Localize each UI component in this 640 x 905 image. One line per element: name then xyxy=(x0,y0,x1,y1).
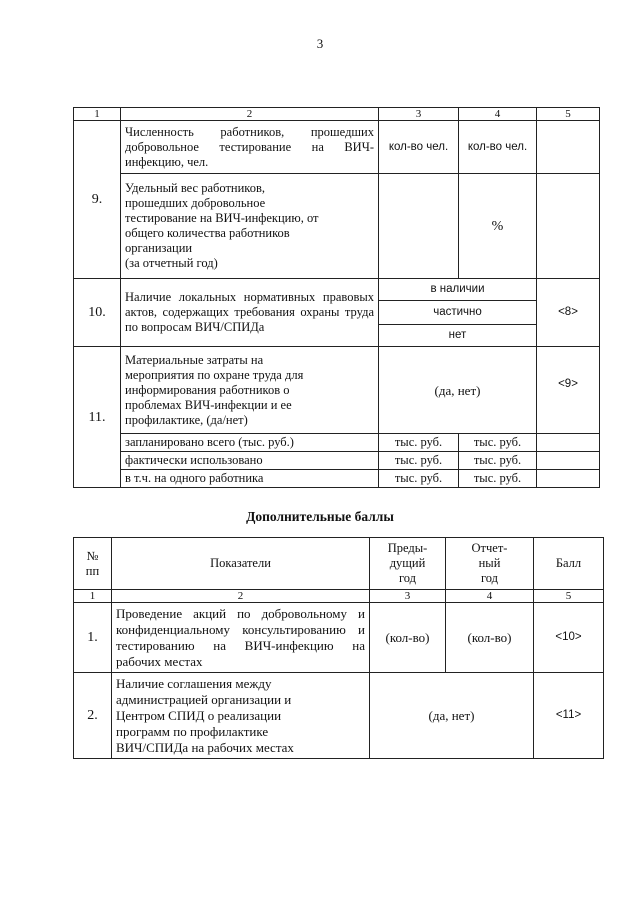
header-line: год xyxy=(480,571,499,585)
score-cell: <8> xyxy=(537,279,600,347)
label-line: Центром СПИД о реализации xyxy=(116,707,282,723)
header-line: № xyxy=(86,548,99,563)
header-line: Отчет- xyxy=(471,541,508,555)
label-line: общего количества работников xyxy=(125,226,290,240)
score-cell xyxy=(537,121,600,174)
label-line: ВИЧ/СПИДа на рабочих местах xyxy=(116,739,294,755)
unit-cell: кол-во чел. xyxy=(379,121,459,174)
table-row xyxy=(74,673,604,759)
option-cell: частично xyxy=(379,301,537,325)
score-cell: <11> xyxy=(534,673,604,759)
section-title: Дополнительные баллы xyxy=(246,509,394,524)
value-cell: (да, нет) xyxy=(370,673,534,759)
unit-cell: тыс. руб. xyxy=(379,470,459,488)
sub-label: фактически использовано xyxy=(121,452,379,470)
header-line: пп xyxy=(85,563,100,578)
header-number xyxy=(74,538,112,590)
col-number: 3 xyxy=(379,108,459,121)
table-row xyxy=(74,452,600,470)
header-score: Балл xyxy=(534,538,604,590)
label-line: Удельный вес работников, xyxy=(125,181,266,195)
table-row xyxy=(74,470,600,488)
unit-cell: тыс. руб. xyxy=(459,452,537,470)
label-line: мероприятия по охране труда для xyxy=(125,367,304,382)
indicator-label xyxy=(121,174,379,279)
table-row xyxy=(74,603,604,673)
unit-cell: тыс. руб. xyxy=(379,452,459,470)
row-number: 9. xyxy=(74,121,121,279)
table-header-row xyxy=(74,538,604,590)
table-row xyxy=(74,434,600,452)
value-cell: (да, нет) xyxy=(379,347,537,434)
label-line: Наличие соглашения между xyxy=(116,675,272,691)
value-cell: (кол-во) xyxy=(446,603,534,673)
header-report-year xyxy=(446,538,534,590)
col-number: 5 xyxy=(534,590,604,603)
label-line: прошедших добровольное xyxy=(125,196,266,210)
label-line: профилактике, (да/нет) xyxy=(125,412,248,427)
header-line: дущий xyxy=(389,556,426,570)
sub-label: запланировано всего (тыс. руб.) xyxy=(121,434,379,452)
label-line: администрацией организации и xyxy=(116,691,292,707)
indicator-label: Наличие локальных нормативных правовых актов, содержащих требования охраны труда по вопросам ВИЧ/СПИДа xyxy=(121,279,379,347)
score-cell: <9> xyxy=(537,347,600,434)
header-prev-year xyxy=(370,538,446,590)
label-line: (за отчетный год) xyxy=(125,256,218,270)
row-number: 1. xyxy=(74,603,112,673)
col-number: 1 xyxy=(74,590,112,603)
unit-cell: тыс. руб. xyxy=(459,434,537,452)
unit-cell: тыс. руб. xyxy=(379,434,459,452)
header-line: год xyxy=(398,571,417,585)
table-row xyxy=(74,121,600,174)
col-number: 4 xyxy=(459,108,537,121)
header-line: Преды- xyxy=(387,541,428,555)
percent-cell: % xyxy=(459,174,537,279)
option-cell: нет xyxy=(379,325,537,347)
criteria-table xyxy=(73,107,600,488)
table-row xyxy=(74,279,600,301)
label-line: организации xyxy=(125,241,193,255)
score-cell xyxy=(537,174,600,279)
row-number: 10. xyxy=(74,279,121,347)
table-header-row xyxy=(74,108,600,121)
col-number: 3 xyxy=(370,590,446,603)
empty-cell xyxy=(379,174,459,279)
col-number: 4 xyxy=(446,590,534,603)
table-row xyxy=(74,347,600,434)
header-line: ный xyxy=(478,556,501,570)
indicator-label xyxy=(112,673,370,759)
score-cell: <10> xyxy=(534,603,604,673)
additional-points-table xyxy=(73,537,604,759)
option-cell: в наличии xyxy=(379,279,537,301)
score-cell xyxy=(537,452,600,470)
value-cell: (кол-во) xyxy=(370,603,446,673)
score-cell xyxy=(537,434,600,452)
indicator-label: Численность работников, прошедших добровольное тестирование на ВИЧ-инфекцию, чел. xyxy=(121,121,379,174)
col-number: 2 xyxy=(112,590,370,603)
col-number: 1 xyxy=(74,108,121,121)
label-line: Материальные затраты на xyxy=(125,352,264,367)
unit-cell: тыс. руб. xyxy=(459,470,537,488)
label-line: проблемах ВИЧ-инфекции и ее xyxy=(125,397,292,412)
header-indicator: Показатели xyxy=(112,538,370,590)
sub-label: в т.ч. на одного работника xyxy=(121,470,379,488)
indicator-label xyxy=(121,347,379,434)
label-line: тестирование на ВИЧ-инфекцию, от xyxy=(125,211,319,225)
table-row xyxy=(74,174,600,279)
col-number: 5 xyxy=(537,108,600,121)
column-number-row xyxy=(74,590,604,603)
label-line: программ по профилактике xyxy=(116,723,269,739)
label-line: информирования работников о xyxy=(125,382,290,397)
row-number: 11. xyxy=(74,347,121,488)
score-cell xyxy=(537,470,600,488)
indicator-label: Проведение акций по добровольному и конфиденциальному консультированию и тестированию на ВИЧ-инфекцию на рабочих местах xyxy=(112,603,370,673)
col-number: 2 xyxy=(121,108,379,121)
row-number: 2. xyxy=(74,673,112,759)
page-number: 3 xyxy=(316,36,324,51)
unit-cell: кол-во чел. xyxy=(459,121,537,174)
